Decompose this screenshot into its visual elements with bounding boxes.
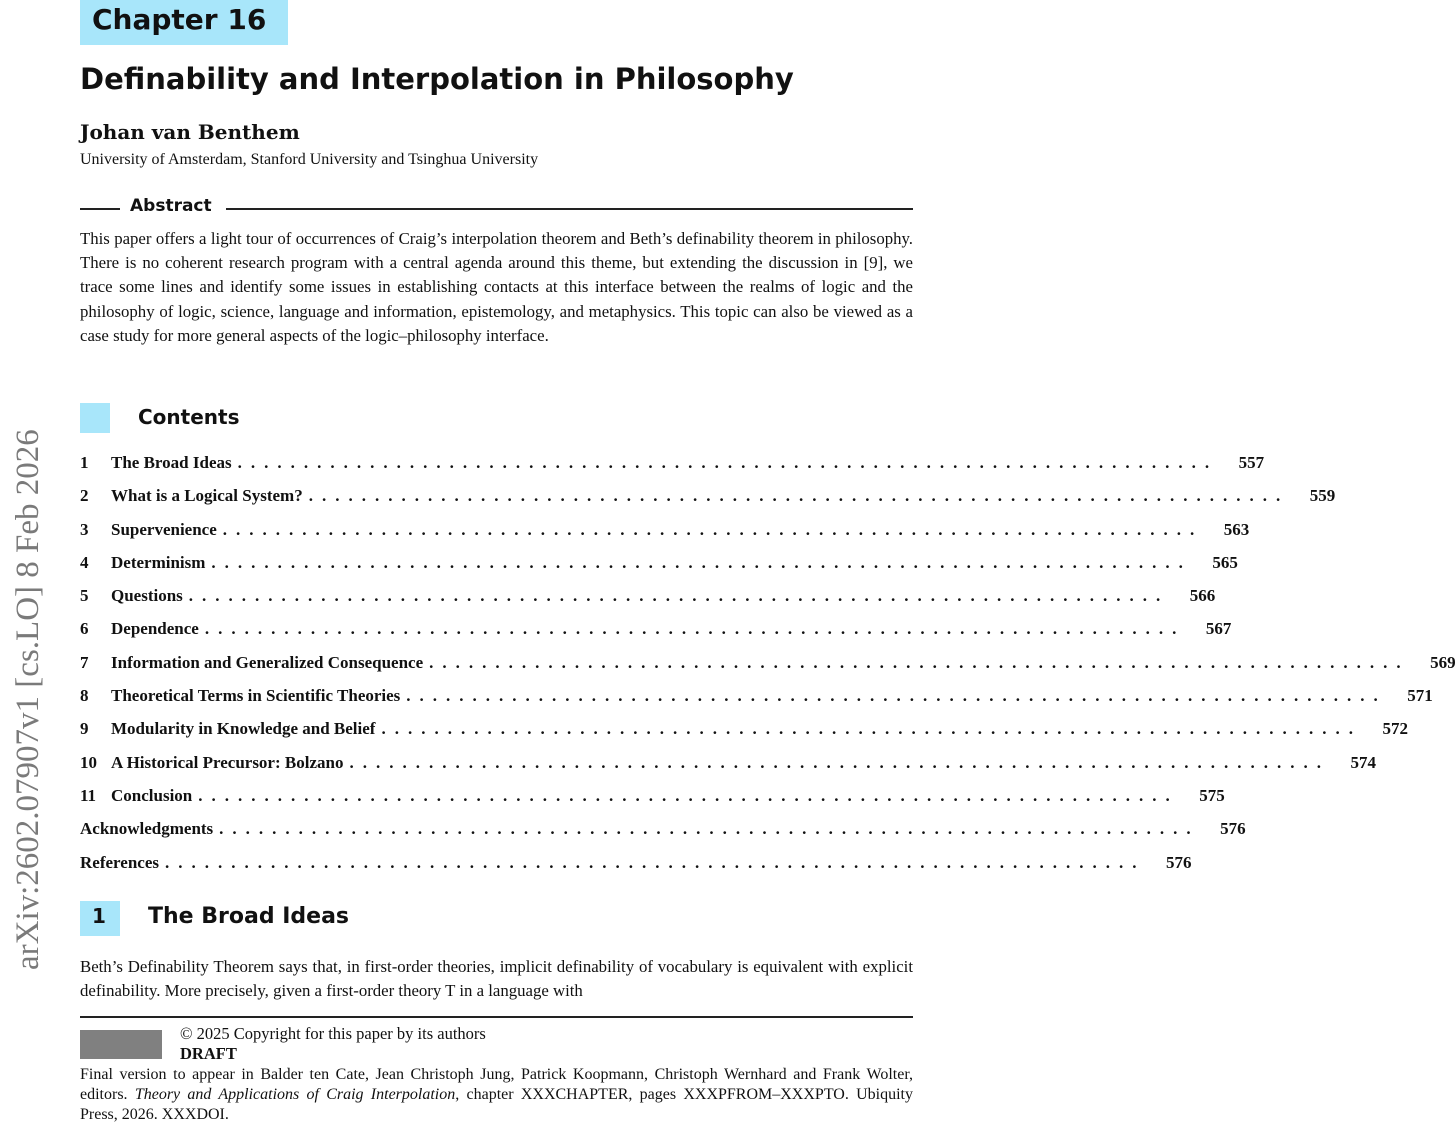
toc-entry[interactable] — [80, 552, 1238, 586]
book-title: Theory and Applications of Craig Interpolation — [134, 1086, 456, 1103]
toc-title: The Broad Ideas — [111, 453, 232, 472]
toc-page: 559 — [1309, 486, 1336, 506]
toc-page: 576 — [1220, 819, 1246, 839]
toc-number: 9 — [80, 719, 89, 739]
toc-number: 11 — [80, 785, 97, 805]
toc-page: 566 — [1189, 586, 1216, 606]
toc-leader: .......................................................................... — [164, 852, 1146, 872]
toc-number: 10 — [80, 752, 97, 772]
toc-number: 4 — [80, 552, 89, 572]
toc-entry[interactable] — [80, 486, 1336, 519]
toc-entry[interactable] — [80, 586, 1216, 619]
arxiv-identifier: arXiv:2602.07907v1 [cs.LO] 8 Feb 2026 — [10, 429, 46, 970]
author-affiliation: University of Amsterdam, Stanford University and Tsinghua University — [80, 151, 539, 168]
abstract-text: This paper offers a light tour of occurrences of Craig’s interpolation theorem and Beth’s definability theorem in philosophy. There is no coherent research program with a central agenda around this theme, but extending the discussion in [9], we trace some lines and identify some issues in establishing contacts at this interface between the realms of logic and the philosophy of logic, science, language and information, epistemology, and metaphysics. This topic can also be viewed as a case study for more general aspects of the logic–philosophy interface. — [80, 229, 913, 345]
toc-leader: .......................................................................... — [406, 686, 1387, 706]
toc-entry[interactable] — [80, 519, 1250, 553]
toc-entry[interactable] — [80, 719, 1408, 752]
chapter-label: Chapter 16 — [92, 3, 267, 36]
abstract-heading: Abstract — [130, 196, 212, 216]
toc-entry[interactable] — [80, 686, 1433, 719]
toc-title: Theoretical Terms in Scientific Theories — [111, 686, 401, 706]
toc-entry[interactable] — [80, 652, 1456, 686]
toc-leader: .......................................................................... — [211, 552, 1192, 572]
toc-title: Dependence — [111, 619, 199, 639]
toc-title: Acknowledgments — [80, 819, 214, 839]
section-body-text: Beth’s Definability Theorem says that, in first-order theories, implicit definability of vocabulary is equivalent with explicit definability. More precisely, given a first-order theory T in a language with — [80, 957, 913, 1001]
footer-rule — [80, 1016, 913, 1018]
toc-entry[interactable] — [80, 752, 1376, 786]
toc-title: Conclusion — [111, 785, 193, 805]
toc-number: 1 — [80, 453, 89, 472]
toc-leader: .......................................................................... — [204, 619, 1186, 639]
publication-note-suffix: , chapter XXXCHAPTER, pages XXXPFROM–XXXPTO. Ubiquity Press, 2026. XXXDOI. — [80, 1086, 914, 1123]
toc-entry[interactable] — [80, 819, 1246, 852]
toc-title: Modularity in Knowledge and Belief — [111, 719, 376, 739]
toc-page: 569 — [1430, 652, 1456, 672]
toc-page: 574 — [1350, 752, 1376, 772]
toc-page: 567 — [1205, 619, 1232, 639]
section-number: 1 — [92, 904, 106, 928]
toc-title: Determinism — [111, 552, 206, 572]
toc-entry[interactable] — [80, 619, 1232, 652]
toc-leader: .......................................................................... — [381, 719, 1362, 739]
author-name: Johan van Benthem — [80, 120, 300, 144]
contents-heading: Contents — [138, 405, 240, 429]
toc-leader: .......................................................................... — [308, 486, 1290, 506]
toc-leader: .......................................................................... — [349, 752, 1330, 772]
toc-leader: .......................................................................... — [222, 519, 1204, 539]
toc-title: Information and Generalized Consequence — [111, 652, 424, 672]
toc-title: Questions — [111, 586, 183, 606]
toc-title: Supervenience — [111, 519, 217, 539]
draft-label: DRAFT — [180, 1044, 237, 1063]
paper-title: Definability and Interpolation in Philosophy — [80, 62, 794, 96]
toc-number: 2 — [80, 486, 89, 506]
contents-marker — [80, 403, 110, 433]
publication-note-prefix: Final version to appear in Balder ten Cate, Jean Christoph Jung, Patrick Koopmann, Christoph Wernhard and Frank Wolter, editors. — [80, 1066, 913, 1103]
copyright-notice: © 2025 Copyright for this paper by its authors — [180, 1024, 486, 1043]
toc-entry[interactable] — [80, 852, 1192, 886]
toc-number: 7 — [80, 652, 89, 672]
toc-leader: .......................................................................... — [237, 453, 1219, 472]
toc-title: References — [80, 852, 159, 872]
toc-page: 563 — [1223, 519, 1250, 539]
toc-leader: .......................................................................... — [219, 819, 1200, 839]
toc-leader: .......................................................................... — [429, 652, 1410, 672]
toc-title: A Historical Precursor: Bolzano — [111, 752, 344, 772]
abstract-rule-right — [226, 208, 913, 210]
toc-page: 576 — [1165, 852, 1192, 872]
toc-number: 3 — [80, 519, 89, 539]
table-of-contents — [80, 453, 1456, 886]
toc-page: 572 — [1382, 719, 1408, 739]
toc-leader: .......................................................................... — [188, 586, 1170, 606]
toc-page: 565 — [1212, 552, 1238, 572]
toc-page: 575 — [1199, 785, 1225, 805]
toc-title: What is a Logical System? — [111, 486, 303, 506]
publication-note — [80, 1065, 913, 1125]
toc-entry[interactable] — [80, 453, 1265, 486]
toc-page: 571 — [1407, 686, 1433, 706]
toc-leader: .......................................................................... — [198, 785, 1179, 805]
toc-number: 8 — [80, 686, 89, 706]
toc-page: 557 — [1238, 453, 1265, 472]
section-title: The Broad Ideas — [148, 904, 350, 929]
toc-number: 5 — [80, 586, 89, 606]
license-badge — [80, 1030, 162, 1059]
toc-number: 6 — [80, 619, 89, 639]
toc-entry[interactable] — [80, 785, 1225, 819]
abstract-rule-left — [80, 208, 120, 210]
